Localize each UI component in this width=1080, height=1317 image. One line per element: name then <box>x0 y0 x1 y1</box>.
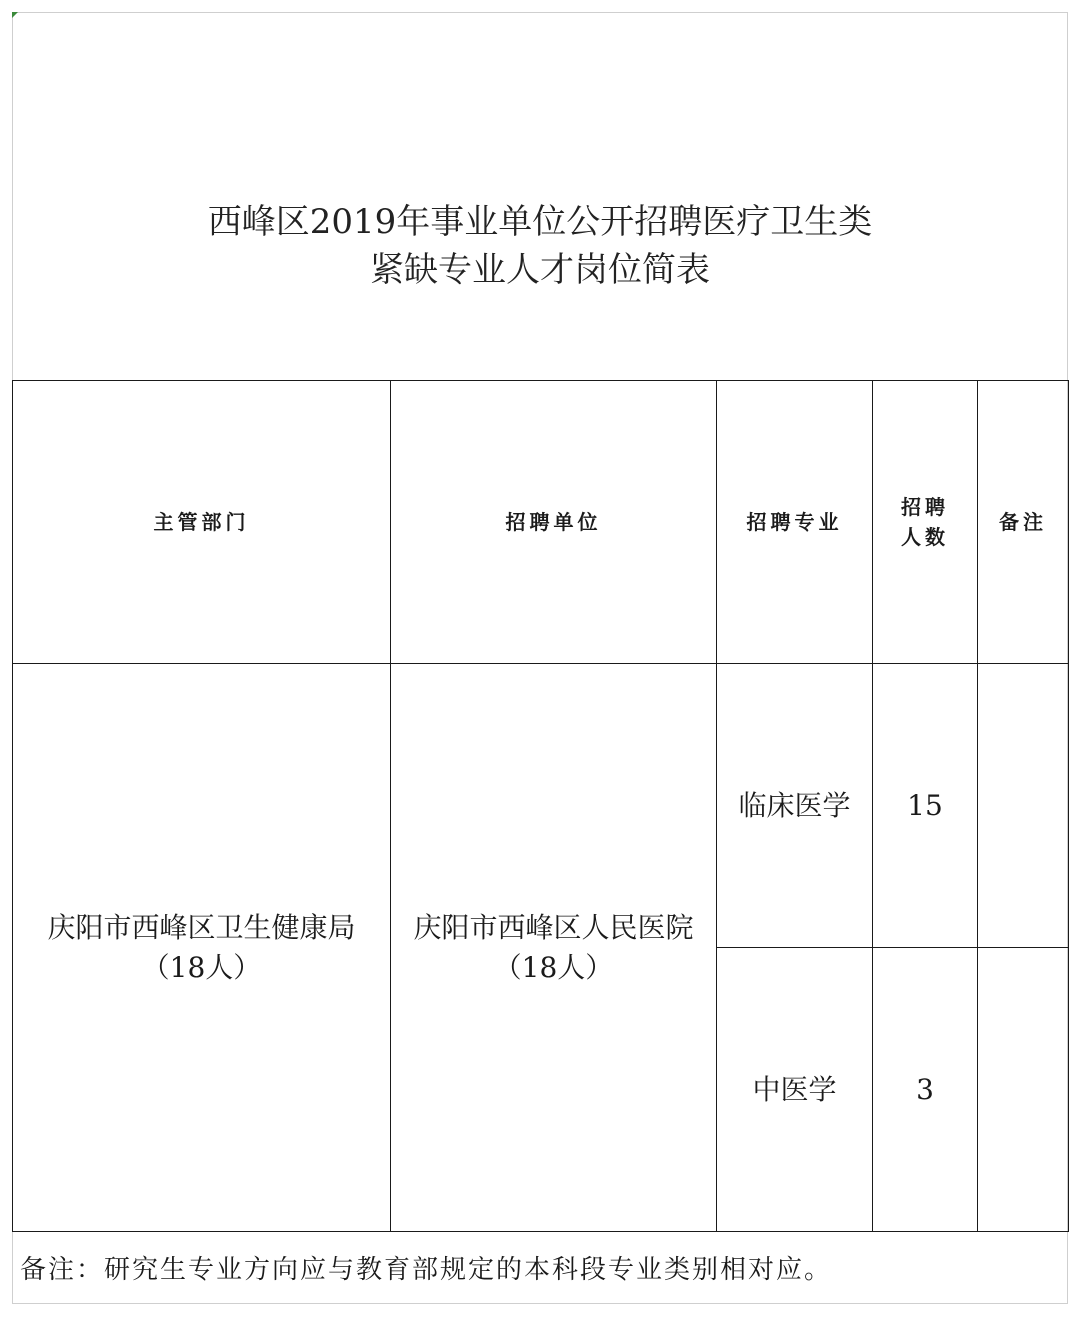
major-cell: 临床医学 <box>717 664 873 948</box>
remark-cell <box>978 664 1069 948</box>
positions-table <box>12 380 1069 1232</box>
header-remark: 备注 <box>978 381 1069 664</box>
title-line-2: 紧缺专业人才岗位简表 <box>370 250 710 290</box>
header-count-line-1: 招聘 <box>901 495 949 519</box>
header-count-line-2: 人数 <box>901 525 949 549</box>
remark-cell <box>978 948 1069 1232</box>
unit-count: （18人） <box>493 950 614 984</box>
count-cell: 15 <box>873 664 978 948</box>
major-cell: 中医学 <box>717 948 873 1232</box>
header-unit: 招聘单位 <box>391 381 717 664</box>
footnote: 备注：研究生专业方向应与教育部规定的本科段专业类别相对应。 <box>20 1255 833 1285</box>
dept-name: 庆阳市西峰区卫生健康局 <box>47 910 356 944</box>
unit-cell <box>391 664 717 1232</box>
table-header-row <box>13 381 1069 664</box>
header-dept: 主管部门 <box>13 381 391 664</box>
document-title <box>0 198 1080 294</box>
dept-cell <box>13 664 391 1232</box>
dept-count: （18人） <box>141 950 262 984</box>
title-line-1: 西峰区2019年事业单位公开招聘医疗卫生类 <box>207 202 873 242</box>
unit-name: 庆阳市西峰区人民医院 <box>413 910 694 944</box>
table-row <box>13 664 1069 948</box>
header-major: 招聘专业 <box>717 381 873 664</box>
header-count <box>873 381 978 664</box>
count-cell: 3 <box>873 948 978 1232</box>
corner-mark <box>12 12 18 18</box>
